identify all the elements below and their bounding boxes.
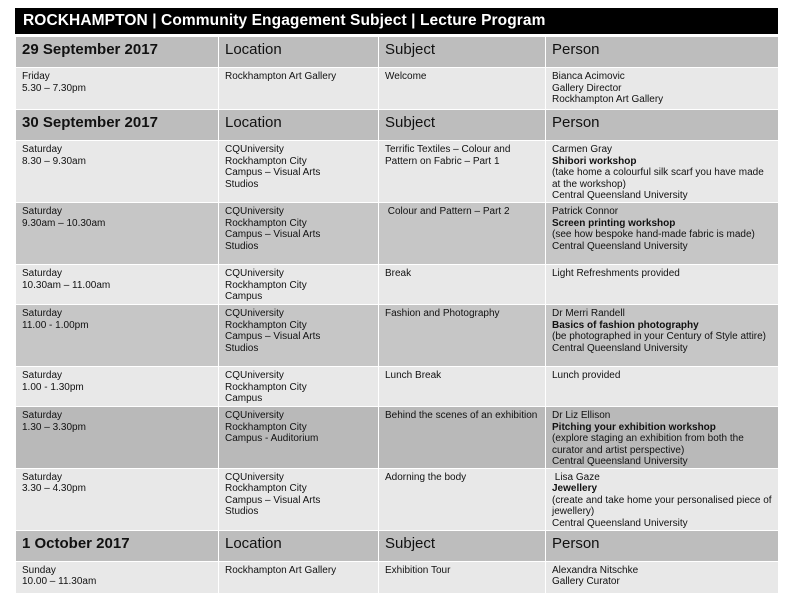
location-header: Location: [219, 530, 379, 561]
session-subject: [379, 367, 546, 407]
workshop-note: (take home a colourful silk scarf you have made at the workshop): [552, 167, 764, 190]
session-day: Saturday: [22, 471, 63, 483]
session-location: [219, 407, 379, 469]
session-location: [219, 141, 379, 203]
location-line: Studios: [225, 342, 259, 354]
session-day: Saturday: [22, 370, 63, 381]
session-time: [16, 407, 219, 469]
session-location: [219, 468, 379, 530]
subject-text: Lunch Break: [385, 370, 442, 381]
session-location: [219, 265, 379, 305]
location-line: Campus – Visual Arts: [225, 167, 321, 178]
session-day: Saturday: [22, 206, 63, 217]
subject-text: Fashion and Photography: [385, 308, 500, 319]
location-line: Rockhampton City: [225, 155, 307, 167]
person-header: Person: [546, 37, 779, 68]
session-subject: [379, 141, 546, 203]
session-row: [16, 305, 779, 367]
session-time: [16, 265, 219, 305]
session-hours: 8.30 – 9.30am: [22, 155, 86, 167]
session-subject: [379, 407, 546, 469]
session-time: [16, 561, 219, 593]
session-person: [546, 68, 779, 110]
session-subject: [379, 203, 546, 265]
person-name: Patrick Connor: [552, 206, 619, 217]
person-org: Central Queensland University: [552, 240, 688, 252]
section-header: [16, 110, 779, 141]
session-subject: [379, 561, 546, 593]
subject-header: Subject: [379, 530, 546, 561]
location-line: CQUniversity: [225, 410, 284, 421]
workshop-title: Pitching your exhibition workshop: [552, 421, 716, 433]
session-subject: [379, 468, 546, 530]
session-person: [546, 468, 779, 530]
location-line: Rockhampton Art Gallery: [225, 564, 337, 576]
subject-text: Break: [385, 268, 412, 279]
session-day: Friday: [22, 71, 50, 82]
location-line: CQUniversity: [225, 308, 284, 319]
person-name: Dr Liz Ellison: [552, 410, 611, 421]
session-location: [219, 561, 379, 593]
session-day: Saturday: [22, 144, 63, 155]
session-row: [16, 561, 779, 593]
subject-header: Subject: [379, 37, 546, 68]
session-row: [16, 203, 779, 265]
workshop-note: (be photographed in your Century of Style attire): [552, 331, 767, 342]
workshop-title: Shibori workshop: [552, 155, 637, 167]
session-location: [219, 305, 379, 367]
section-date: 1 October 2017: [16, 530, 219, 561]
location-line: Rockhampton Art Gallery: [225, 71, 337, 82]
session-hours: 10.00 – 11.30am: [22, 576, 97, 587]
person-header: Person: [546, 530, 779, 561]
session-subject: [379, 68, 546, 110]
person-org: Central Queensland University: [552, 517, 688, 529]
location-line: Campus: [225, 393, 263, 404]
subject-header: Subject: [379, 110, 546, 141]
session-row: [16, 468, 779, 530]
location-line: Campus – Visual Arts: [225, 229, 321, 240]
session-row: [16, 141, 779, 203]
session-row: [16, 367, 779, 407]
person-line: Gallery Curator: [552, 576, 620, 587]
program-banner: ROCKHAMPTON | Community Engagement Subject | Lecture Program: [15, 8, 778, 34]
location-line: Campus – Visual Arts: [225, 494, 321, 506]
person-name: Lisa Gaze: [552, 471, 600, 483]
location-header: Location: [219, 110, 379, 141]
subject-text: Colour and Pattern – Part 2: [385, 206, 510, 217]
workshop-note: (explore staging an exhibition from both the curator and artist perspective): [552, 433, 744, 456]
person-text: Light Refreshments provided: [552, 268, 680, 279]
location-line: Studios: [225, 506, 259, 517]
person-name: Carmen Gray: [552, 144, 613, 155]
workshop-title: Screen printing workshop: [552, 217, 676, 229]
session-time: [16, 305, 219, 367]
subject-text: Behind the scenes of an exhibition: [385, 410, 538, 421]
session-time: [16, 367, 219, 407]
person-line: Rockhampton Art Gallery: [552, 94, 664, 105]
location-line: Campus – Visual Arts: [225, 331, 321, 342]
location-line: Rockhampton City: [225, 483, 307, 494]
workshop-title: Basics of fashion photography: [552, 319, 699, 331]
program-table: [15, 36, 779, 594]
session-subject: [379, 265, 546, 305]
section-header: [16, 37, 779, 68]
location-line: Campus - Auditorium: [225, 433, 319, 444]
location-line: Rockhampton City: [225, 279, 307, 291]
session-hours: 3.30 – 4.30pm: [22, 483, 86, 494]
section-date: 29 September 2017: [16, 37, 219, 68]
session-location: [219, 68, 379, 110]
session-person: [546, 203, 779, 265]
session-day: Saturday: [22, 268, 63, 279]
session-day: Sunday: [22, 564, 56, 576]
location-line: CQUniversity: [225, 144, 284, 155]
session-location: [219, 367, 379, 407]
session-hours: 11.00 - 1.00pm: [22, 319, 89, 331]
person-org: Central Queensland University: [552, 456, 688, 467]
session-hours: 1.30 – 3.30pm: [22, 421, 86, 433]
location-line: Rockhampton City: [225, 217, 307, 229]
session-row: [16, 265, 779, 305]
location-line: Rockhampton City: [225, 381, 307, 393]
session-location: [219, 203, 379, 265]
workshop-note: (see how bespoke hand-made fabric is made): [552, 229, 755, 240]
person-text: Lunch provided: [552, 370, 621, 381]
location-line: Campus: [225, 291, 263, 302]
session-person: [546, 407, 779, 469]
person-org: Central Queensland University: [552, 342, 688, 354]
location-line: Studios: [225, 178, 259, 190]
person-line: Bianca Acimovic: [552, 71, 625, 82]
session-time: [16, 141, 219, 203]
session-time: [16, 468, 219, 530]
session-person: [546, 367, 779, 407]
session-person: [546, 561, 779, 593]
session-row: [16, 68, 779, 110]
location-line: CQUniversity: [225, 370, 284, 381]
location-header: Location: [219, 37, 379, 68]
workshop-note: (create and take home your personalised piece of jewellery): [552, 494, 772, 517]
person-line: Gallery Director: [552, 82, 622, 94]
location-line: Rockhampton City: [225, 319, 307, 331]
person-name: Dr Merri Randell: [552, 308, 625, 319]
subject-text: Exhibition Tour: [385, 564, 451, 576]
section-date: 30 September 2017: [16, 110, 219, 141]
location-line: CQUniversity: [225, 268, 284, 279]
location-line: Studios: [225, 240, 259, 252]
workshop-title: Jewellery: [552, 483, 598, 494]
subject-text: Terrific Textiles – Colour and Pattern on Fabric – Part 1: [385, 144, 511, 167]
session-person: [546, 141, 779, 203]
session-hours: 5.30 – 7.30pm: [22, 82, 86, 94]
session-hours: 1.00 - 1.30pm: [22, 381, 84, 393]
location-line: Rockhampton City: [225, 421, 307, 433]
location-line: CQUniversity: [225, 206, 284, 217]
session-hours: 10.30am – 11.00am: [22, 279, 111, 291]
session-row: [16, 407, 779, 469]
person-line: Alexandra Nitschke: [552, 564, 639, 576]
session-person: [546, 265, 779, 305]
session-person: [546, 305, 779, 367]
session-time: [16, 203, 219, 265]
location-line: CQUniversity: [225, 471, 284, 483]
session-day: Saturday: [22, 308, 63, 319]
subject-text: Welcome: [385, 71, 427, 82]
person-header: Person: [546, 110, 779, 141]
session-day: Saturday: [22, 410, 63, 421]
session-subject: [379, 305, 546, 367]
session-time: [16, 68, 219, 110]
subject-text: Adorning the body: [385, 471, 467, 483]
section-header: [16, 530, 779, 561]
session-hours: 9.30am – 10.30am: [22, 217, 106, 229]
person-org: Central Queensland University: [552, 190, 688, 201]
